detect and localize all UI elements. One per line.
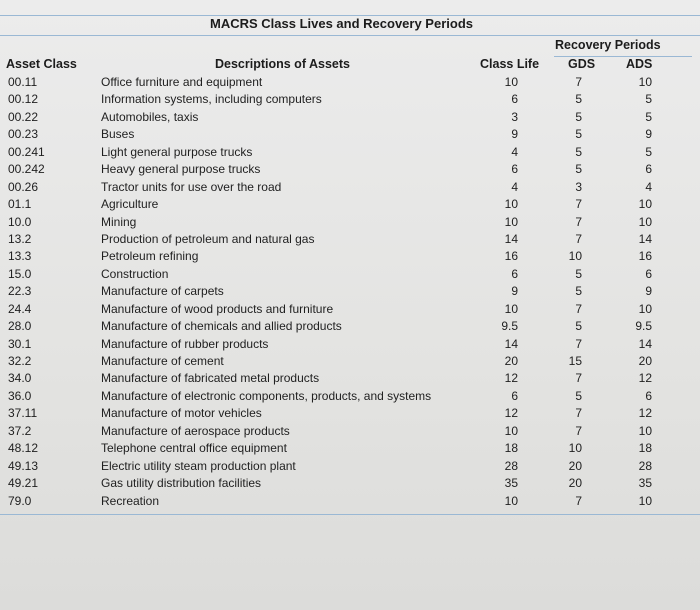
ads-cell: 10 <box>638 493 652 508</box>
description-cell: Manufacture of fabricated metal products <box>101 371 320 386</box>
gds-cell: 5 <box>575 388 582 403</box>
class-life-cell: 10 <box>504 197 518 212</box>
class-life-cell: 28 <box>504 458 518 473</box>
gds-cell: 7 <box>575 336 582 351</box>
ads-cell: 5 <box>645 109 652 124</box>
table-row <box>0 371 700 388</box>
description-cell: Office furniture and equipment <box>101 75 263 89</box>
ads-cell: 4 <box>645 179 652 194</box>
description-cell: Manufacture of carpets <box>101 284 224 299</box>
table-title: MACRS Class Lives and Recovery Periods <box>210 16 473 31</box>
class-life-cell: 4 <box>511 144 518 159</box>
description-cell: Construction <box>101 266 169 281</box>
asset-class-cell: 13.3 <box>8 249 32 264</box>
table-row <box>0 389 700 406</box>
class-life-cell: 10 <box>504 301 518 316</box>
asset-class-cell: 22.3 <box>8 284 32 299</box>
table-row <box>0 162 700 179</box>
description-cell: Electric utility steam production plant <box>101 458 296 473</box>
table-row <box>0 337 700 354</box>
ads-cell: 10 <box>638 423 652 438</box>
asset-class-cell: 28.0 <box>8 319 32 334</box>
description-cell: Agriculture <box>101 197 159 212</box>
gds-header: GDS <box>568 57 596 71</box>
class-life-cell: 18 <box>504 441 518 456</box>
class-life-cell: 3 <box>511 109 518 124</box>
description-cell: Buses <box>101 127 135 142</box>
gds-cell: 7 <box>575 406 582 421</box>
ads-cell: 5 <box>645 92 652 107</box>
table-row <box>0 494 700 511</box>
description-cell: Tractor units for use over the road <box>101 179 282 194</box>
asset-class-cell: 24.4 <box>8 301 32 316</box>
asset-class-cell: 00.23 <box>8 127 39 142</box>
asset-class-cell: 15.0 <box>8 266 32 281</box>
ads-cell: 35 <box>638 476 652 491</box>
description-cell: Manufacture of rubber products <box>101 336 269 351</box>
class-life-cell: 10 <box>504 493 518 508</box>
table-row <box>0 406 700 423</box>
asset-class-cell: 37.11 <box>8 406 38 421</box>
ads-cell: 12 <box>638 371 652 386</box>
gds-cell: 5 <box>575 144 582 159</box>
asset-class-cell: 32.2 <box>8 354 32 368</box>
asset-class-cell: 00.22 <box>8 109 39 124</box>
asset-class-cell: 36.0 <box>8 388 32 403</box>
asset-class-cell: 48.12 <box>8 441 39 456</box>
table-row <box>0 249 700 266</box>
description-cell: Manufacture of wood products and furniture <box>101 301 334 316</box>
class-life-cell: 12 <box>504 371 518 386</box>
class-life-cell: 14 <box>504 336 518 351</box>
bottom-rule <box>0 514 700 515</box>
table-row <box>0 110 700 127</box>
header-rule <box>0 35 700 36</box>
ads-cell: 6 <box>645 388 652 403</box>
ads-cell: 6 <box>645 266 652 281</box>
asset-class-cell: 49.21 <box>8 476 39 491</box>
ads-cell: 18 <box>638 441 652 456</box>
class-life-cell: 9 <box>511 127 518 142</box>
table-row <box>0 127 700 144</box>
table-row <box>0 284 700 301</box>
table-row <box>0 180 700 197</box>
gds-cell: 5 <box>575 266 582 281</box>
ads-cell: 14 <box>638 336 652 351</box>
asset-class-cell: 49.13 <box>8 458 39 473</box>
asset-class-cell: 13.2 <box>8 231 32 246</box>
description-cell: Light general purpose trucks <box>101 144 253 159</box>
gds-cell: 20 <box>568 476 582 491</box>
table-row <box>0 75 700 92</box>
ads-cell: 14 <box>638 231 652 246</box>
table-row <box>0 319 700 336</box>
recovery-periods-header: Recovery Periods <box>555 38 661 52</box>
ads-header: ADS <box>626 57 653 71</box>
gds-cell: 7 <box>575 301 582 316</box>
ads-cell: 6 <box>645 162 652 177</box>
description-cell: Gas utility distribution facilities <box>101 476 262 491</box>
description-cell: Manufacture of electronic components, products, and systems <box>101 388 432 403</box>
description-cell: Recreation <box>101 493 160 508</box>
table-row <box>0 145 700 162</box>
gds-cell: 7 <box>575 197 582 212</box>
asset-class-cell: 37.2 <box>8 423 32 438</box>
asset-class-cell: 30.1 <box>8 336 32 351</box>
gds-cell: 15 <box>568 354 582 368</box>
asset-class-cell: 00.12 <box>8 92 39 107</box>
description-cell: Manufacture of aerospace products <box>101 423 290 438</box>
class-life-cell: 6 <box>511 162 518 177</box>
class-life-cell: 12 <box>504 406 518 421</box>
ads-cell: 9 <box>645 284 652 299</box>
ads-cell: 12 <box>638 406 652 421</box>
class-life-cell: 35 <box>504 476 518 491</box>
ads-cell: 5 <box>645 144 652 159</box>
asset-class-cell: 00.241 <box>8 144 45 159</box>
description-cell: Mining <box>101 214 137 229</box>
table-row <box>0 354 700 371</box>
asset-class-cell: 34.0 <box>8 371 32 386</box>
description-cell: Heavy general purpose trucks <box>101 162 261 177</box>
gds-cell: 7 <box>575 75 582 89</box>
table-row <box>0 441 700 458</box>
table-row <box>0 197 700 214</box>
ads-cell: 9.5 <box>635 319 652 334</box>
table-row <box>0 232 700 249</box>
ads-cell: 10 <box>638 301 652 316</box>
asset-class-cell: 00.11 <box>8 75 38 89</box>
description-cell: Manufacture of cement <box>101 354 224 368</box>
table-row <box>0 476 700 493</box>
ads-cell: 28 <box>638 458 652 473</box>
asset-class-cell: 00.26 <box>8 179 39 194</box>
ads-cell: 16 <box>638 249 652 264</box>
class-life-cell: 6 <box>511 388 518 403</box>
table-row <box>0 267 700 284</box>
class-life-cell: 14 <box>504 231 518 246</box>
asset-class-cell: 79.0 <box>8 493 32 508</box>
table-row <box>0 92 700 109</box>
class-life-cell: 20 <box>504 354 518 368</box>
description-cell: Manufacture of chemicals and allied products <box>101 319 342 334</box>
description-cell: Automobiles, taxis <box>101 109 199 124</box>
class-life-cell: 6 <box>511 266 518 281</box>
gds-cell: 5 <box>575 109 582 124</box>
asset-class-header: Asset Class <box>6 57 77 71</box>
gds-cell: 7 <box>575 423 582 438</box>
description-cell: Petroleum refining <box>101 249 199 264</box>
gds-cell: 5 <box>575 162 582 177</box>
asset-class-cell: 10.0 <box>8 214 32 229</box>
table-row <box>0 215 700 232</box>
gds-cell: 7 <box>575 371 582 386</box>
table-row <box>0 302 700 319</box>
gds-cell: 10 <box>568 249 582 264</box>
gds-cell: 10 <box>568 441 582 456</box>
gds-cell: 5 <box>575 284 582 299</box>
asset-class-cell: 00.242 <box>8 162 45 177</box>
class-life-cell: 9.5 <box>501 319 518 334</box>
description-cell: Production of petroleum and natural gas <box>101 231 315 246</box>
gds-cell: 7 <box>575 231 582 246</box>
ads-cell: 9 <box>645 127 652 142</box>
ads-cell: 10 <box>638 75 652 89</box>
class-life-cell: 10 <box>504 75 518 89</box>
class-life-cell: 4 <box>511 179 518 194</box>
description-cell: Telephone central office equipment <box>101 441 287 456</box>
table-row <box>0 424 700 441</box>
table-row <box>0 459 700 476</box>
gds-cell: 5 <box>575 319 582 334</box>
table-body <box>0 75 700 511</box>
gds-cell: 20 <box>568 458 582 473</box>
class-life-cell: 9 <box>511 284 518 299</box>
gds-cell: 7 <box>575 493 582 508</box>
class-life-cell: 16 <box>504 249 518 264</box>
class-life-cell: 10 <box>504 214 518 229</box>
descriptions-header: Descriptions of Assets <box>215 57 350 71</box>
class-life-cell: 6 <box>511 92 518 107</box>
class-life-cell: 10 <box>504 423 518 438</box>
description-cell: Information systems, including computers <box>101 92 322 107</box>
gds-cell: 5 <box>575 127 582 142</box>
class-life-header: Class Life <box>480 57 540 71</box>
description-cell: Manufacture of motor vehicles <box>101 406 262 421</box>
ads-cell: 10 <box>638 197 652 212</box>
gds-cell: 5 <box>575 92 582 107</box>
ads-cell: 20 <box>638 354 652 368</box>
ads-cell: 10 <box>638 214 652 229</box>
gds-cell: 7 <box>575 214 582 229</box>
gds-cell: 3 <box>575 179 582 194</box>
asset-class-cell: 01.1 <box>8 197 32 212</box>
